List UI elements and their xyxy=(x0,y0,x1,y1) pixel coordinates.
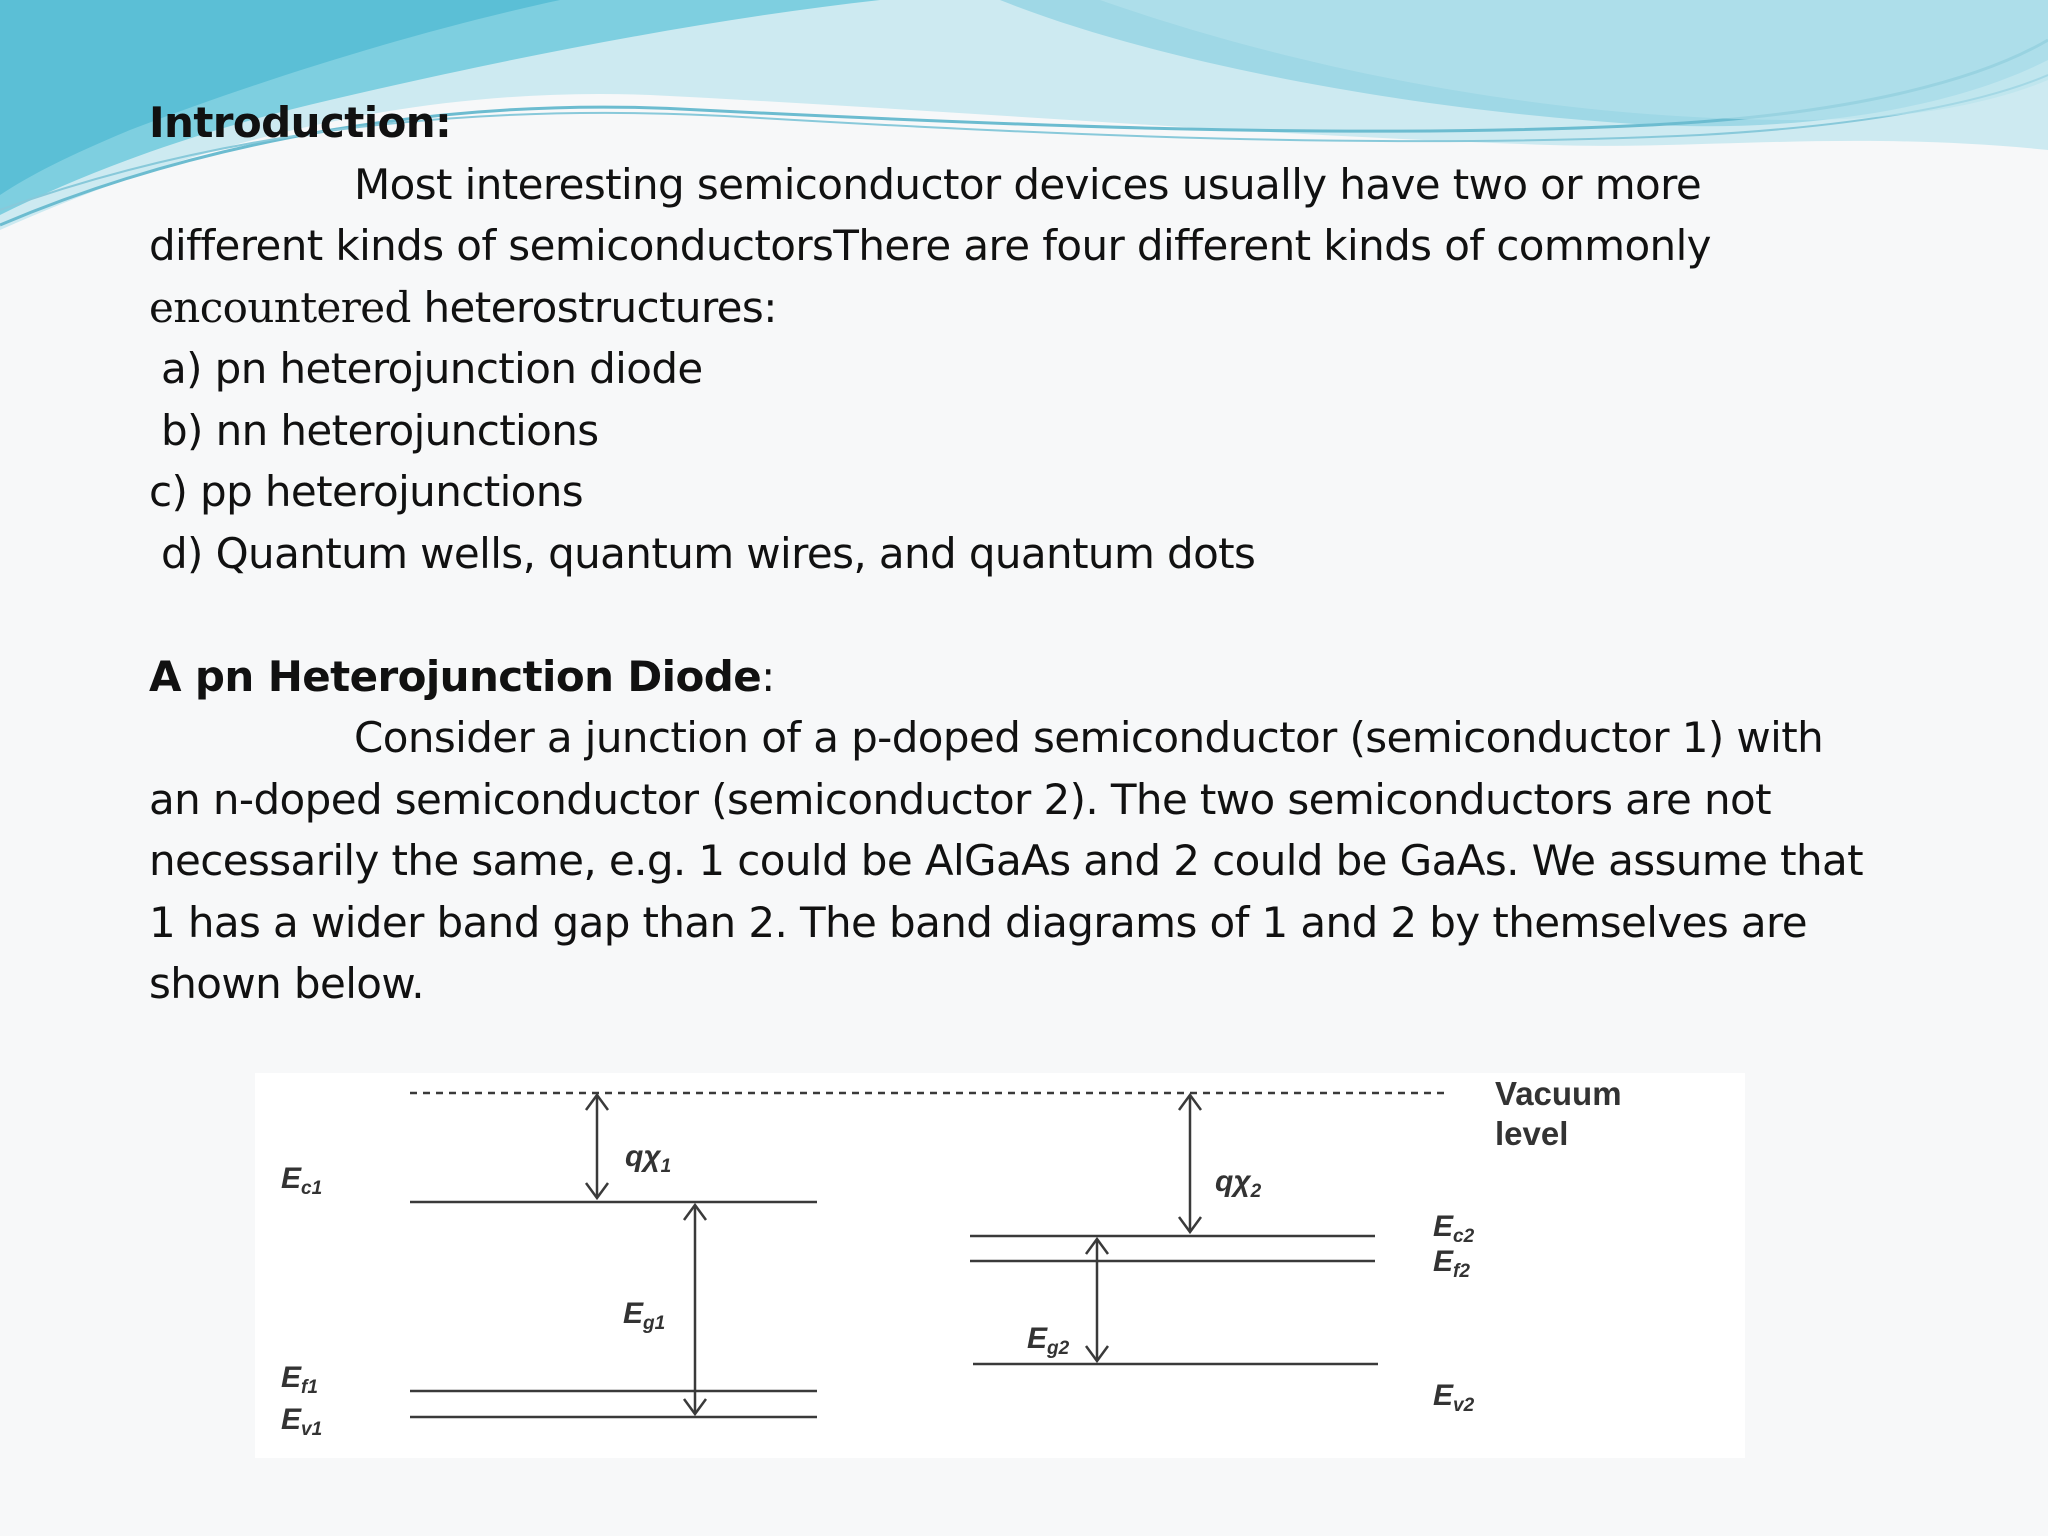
ev2-label-sub: v2 xyxy=(1453,1395,1475,1416)
intro-line-3-rest: heterostructures: xyxy=(410,282,777,332)
chi2-label-sub: 2 xyxy=(1250,1181,1262,1202)
vacuum-label-line-2: level xyxy=(1495,1115,1569,1152)
ef2-label-main: E xyxy=(1433,1245,1454,1278)
pn-line-1: Consider a junction of a p-doped semiconductor (semiconductor 1) with xyxy=(354,713,1824,762)
intro-line-2: different kinds of semiconductorsThere are four different kinds of commonly xyxy=(149,221,1711,270)
intro-heading: Introduction: xyxy=(149,98,452,147)
ec1-label-sub: c1 xyxy=(301,1178,323,1199)
intro-line-3-word: encountered xyxy=(149,282,411,332)
ev2-label-main: E xyxy=(1433,1379,1454,1412)
pn-line-5: shown below. xyxy=(149,959,425,1008)
list-item-c: c) pp heterojunctions xyxy=(149,467,584,516)
pn-line-4: 1 has a wider band gap than 2. The band diagrams of 1 and 2 by themselves are xyxy=(149,897,1807,947)
chi1-label-sub: 1 xyxy=(660,1156,672,1177)
ef2-label-sub: f2 xyxy=(1453,1261,1470,1282)
pn-line-3: necessarily the same, e.g. 1 could be AlGaAs and 2 could be GaAs. We assume that xyxy=(149,836,1864,885)
ef1-label-main: E xyxy=(281,1361,302,1394)
chi2-label-main: qχ xyxy=(1215,1165,1251,1198)
list-item-a: a) pn heterojunction diode xyxy=(161,344,703,393)
ef1-label-sub: f1 xyxy=(301,1377,318,1398)
band-diagram xyxy=(255,1073,1745,1458)
ev1-label-main: E xyxy=(281,1403,302,1436)
eg2-label-main: E xyxy=(1027,1322,1048,1355)
ec2-label-sub: c2 xyxy=(1453,1226,1475,1247)
pn-heading: A pn Heterojunction Diode xyxy=(149,651,762,701)
slide-body xyxy=(149,92,1949,1015)
intro-line-1: Most interesting semiconductor devices usually have two or more xyxy=(354,159,1702,209)
ev1-label-sub: v1 xyxy=(301,1419,323,1440)
pn-heading-line xyxy=(149,646,1949,708)
list-item-b: b) nn heterojunctions xyxy=(161,405,599,455)
eg2-label-sub: g2 xyxy=(1047,1338,1070,1359)
pn-line-2: an n-doped semiconductor (semiconductor 2). The two semiconductors are not xyxy=(149,774,1772,824)
list-item-d: d) Quantum wells, quantum wires, and quantum dots xyxy=(161,528,1256,578)
intro-line-3 xyxy=(149,277,1949,339)
ec1-label-main: E xyxy=(281,1162,302,1195)
eg1-label-main: E xyxy=(623,1297,644,1330)
chi1-label-main: qχ xyxy=(625,1140,661,1173)
vacuum-label-line-1: Vacuum xyxy=(1495,1075,1622,1112)
pn-heading-colon: : xyxy=(761,651,775,701)
ec2-label-main: E xyxy=(1433,1210,1454,1243)
eg1-label-sub: g1 xyxy=(643,1313,666,1334)
section-spacer xyxy=(149,584,1949,646)
